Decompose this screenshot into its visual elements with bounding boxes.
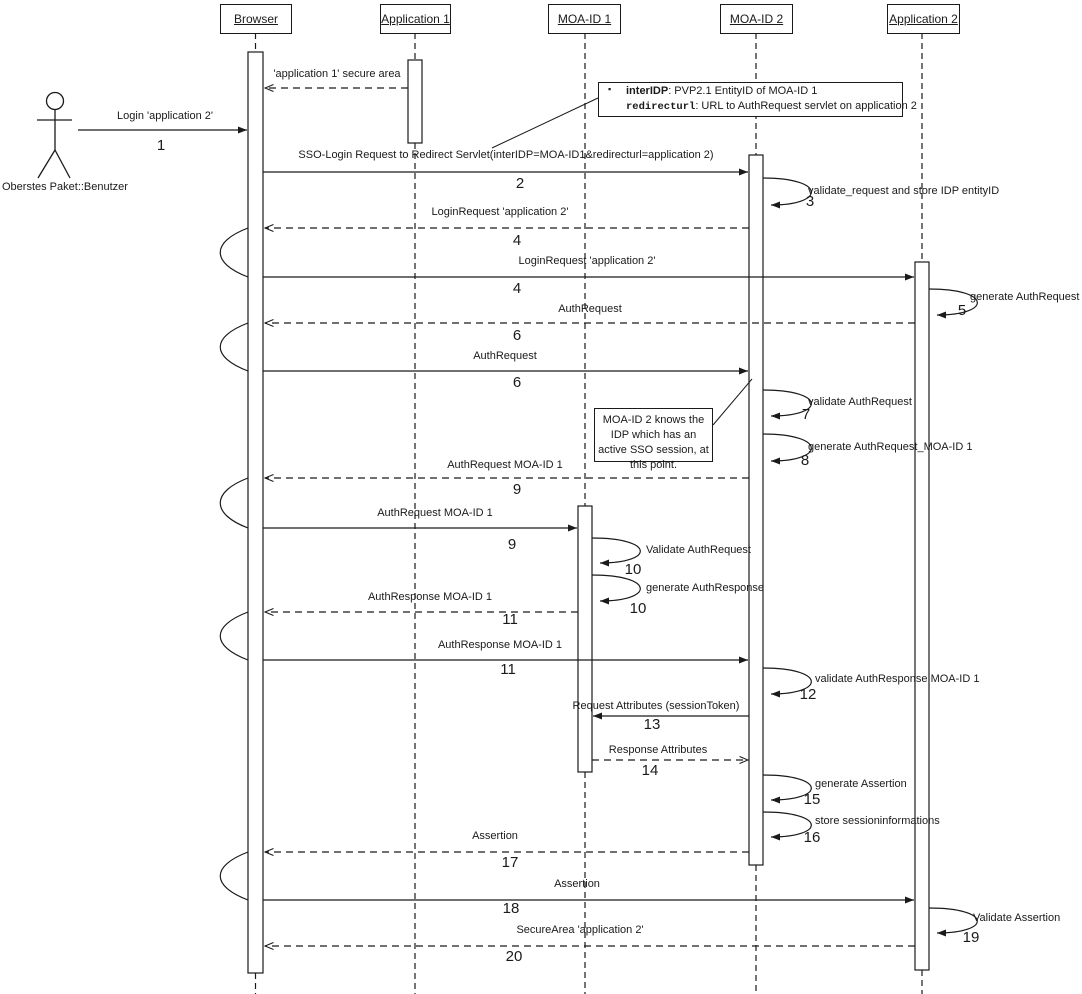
note-line: redirecturl: URL to AuthRequest servlet on application 2 [626,100,917,113]
lifeline-header-browser: Browser [220,4,292,34]
message-label: Assertion [554,878,600,890]
lifeline-header-application-2: Application 2 [887,4,960,34]
note-sso-session: MOA-ID 2 knows the IDP which has an active SSO session, at this point. [594,408,713,462]
sequence-number: 11 [500,661,516,678]
sequence-number: 20 [505,948,523,965]
message-label: validate AuthResponse MOA-ID 1 [815,673,980,685]
activation-browser [248,52,263,973]
activation-moa-id-2 [749,155,763,865]
sequence-number: 9 [507,536,517,553]
message-label: Validate AuthRequest [646,544,751,556]
message-label: Response Attributes [608,744,708,756]
lifeline-header-application-1: Application 1 [380,4,451,34]
message-label: AuthRequest MOA-ID 1 [447,459,563,471]
sequence-number: 10 [624,561,642,578]
bullet-icon: ▪ [608,84,612,94]
sequence-number: 4 [512,232,522,249]
activation-moa-id-1 [578,506,592,772]
sequence-number: 13 [643,716,661,733]
message-label: Login 'application 2' [117,110,213,122]
message-label: LoginRequest 'application 2' [518,255,656,267]
message-label: AuthResponse MOA-ID 1 [367,591,493,603]
sequence-number: 19 [962,929,980,946]
sequence-number: 15 [803,791,821,808]
actor-figure [37,93,72,179]
sequence-number: 17 [501,854,519,871]
actor-label: Oberstes Paket::Benutzer [2,181,128,193]
message-label: validate AuthRequest [808,396,912,408]
sequence-number: 10 [629,600,647,617]
sequence-number: 7 [801,406,811,423]
message-label: SSO-Login Request to Redirect Servlet(interIDP=MOA-ID1&redirecturl=application 2) [298,149,714,161]
browser-redirect-arcs [220,228,248,900]
message-label: AuthRequest MOA-ID 1 [377,507,493,519]
message-label: Assertion [472,830,518,842]
activation-application-2 [915,262,929,970]
message-label: generate AuthRequest [970,291,1080,303]
sequence-number: 11 [502,611,518,628]
sequence-number: 6 [512,327,522,344]
sequence-number: 1 [156,137,166,154]
sequence-number: 8 [800,452,810,469]
sequence-number: 12 [799,686,817,703]
message-label: Request Attributes (sessionToken) [572,700,740,712]
sequence-number: 18 [502,900,520,917]
message-label: AuthResponse MOA-ID 1 [437,639,563,651]
message-label: Validate Assertion [973,912,1061,924]
sequence-number: 6 [512,374,522,391]
message-label: 'application 1' secure area [273,68,401,80]
sequence-number: 14 [641,762,659,779]
message-label: AuthRequest [558,303,622,315]
sequence-number: 16 [803,829,821,846]
lifeline-header-moa-id-2: MOA-ID 2 [720,4,793,34]
note-redirect-parameters [598,82,917,117]
message-label: generate AuthRequest_MOA-ID 1 [808,441,973,453]
sequence-number: 5 [957,302,967,319]
sequence-number: 3 [805,193,815,210]
lifeline-header-moa-id-1: MOA-ID 1 [548,4,621,34]
message-label: SecureArea 'application 2' [516,924,644,936]
message-label: validate_request and store IDP entityID [808,185,1000,197]
message-label: AuthRequest [473,350,537,362]
sequence-number: 4 [512,280,522,297]
sequence-number: 9 [512,481,522,498]
message-label: LoginRequest 'application 2' [431,206,569,218]
sequence-number: 2 [515,175,525,192]
note-line: interIDP: PVP2.1 EntityID of MOA-ID 1 [626,85,818,97]
message-label: generate AuthResponse [646,582,765,594]
activation-application-1 [408,60,422,143]
message-label: store sessioninformations [815,815,940,827]
message-label: generate Assertion [815,778,907,790]
